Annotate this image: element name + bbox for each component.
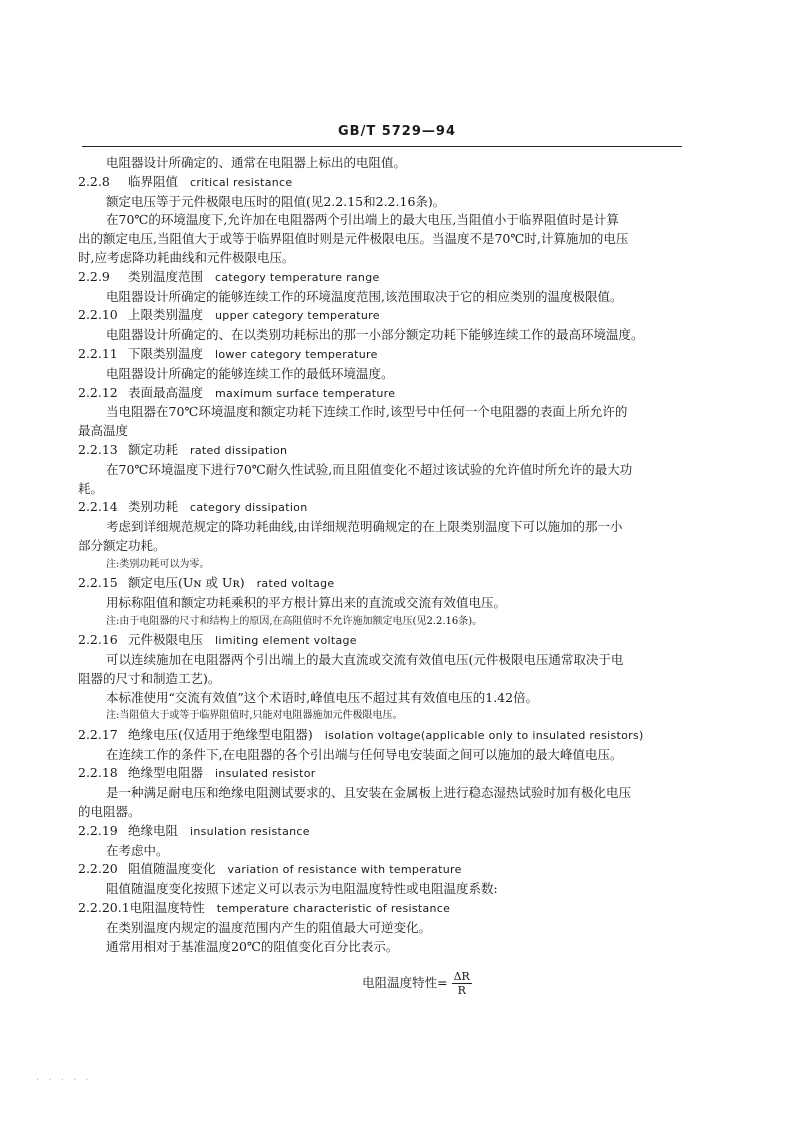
text-line: 阻器的尺寸和制造工艺)。 <box>78 670 221 686</box>
text-line: 额定电压等于元件极限电压时的阻值(见2.2.15和2.2.16条)。 <box>106 193 446 209</box>
term-chinese: 上限类别温度 <box>128 307 204 323</box>
term-chinese: 临界阻值 <box>128 173 179 189</box>
term-english: upper category temperature <box>215 309 380 323</box>
text-line: 电阻器设计所确定的能够连续工作的最低环境温度。 <box>106 365 394 381</box>
text-line: 最高温度 <box>78 423 129 439</box>
clause-number: 2.2.20.1 <box>78 899 130 915</box>
term-heading <box>78 441 698 461</box>
term-chinese: 额定功耗 <box>128 441 179 457</box>
clause-number: 2.2.14 <box>78 499 118 515</box>
term-english: rated dissipation <box>190 443 288 457</box>
term-heading <box>78 764 698 784</box>
page-header: GB/T 5729—94 <box>338 124 456 139</box>
term-chinese: 电阻温度特性 <box>129 899 205 915</box>
text-line: 电阻器设计所确定的能够连续工作的环境温度范围,该范围取决于它的相应类别的温度极限值。 <box>106 288 623 304</box>
formula <box>0 970 794 997</box>
text-line: 当电阻器在70℃环境温度和额定功耗下连续工作时,该型号中任何一个电阻器的表面上所允许的 <box>106 404 628 420</box>
term-heading <box>78 899 698 919</box>
term-heading <box>78 574 698 594</box>
term-heading <box>78 173 698 193</box>
text-line: 通常用相对于基准温度20℃的阻值变化百分比表示。 <box>106 938 399 954</box>
text-line: 在连续工作的条件下,在电阻器的各个引出端与任何导电安装面之间可以施加的最大峰值电压。 <box>106 746 623 762</box>
text-line: 电阻器设计所确定的、通常在电阻器上标出的电阻值。 <box>106 155 407 170</box>
term-heading <box>78 268 698 288</box>
note-line: 注:类别功耗可以为零。 <box>106 558 210 570</box>
scan-artifact: · · · · · <box>36 1075 92 1086</box>
term-heading <box>78 345 698 365</box>
text-line: 在70℃的环境温度下,允许加在电阻器两个引出端上的最大电压,当阻值小于临界阻值时是计算 <box>106 212 619 228</box>
term-english: rated voltage <box>256 577 335 591</box>
text-line: 电阻器设计所确定的、在以类别功耗标出的那一小部分额定功耗下能够连续工作的最高环境温度。 <box>106 327 644 343</box>
term-english: category temperature range <box>215 270 380 284</box>
term-chinese: 类别温度范围 <box>128 268 204 284</box>
text-line: 出的额定电压,当阻值大于或等于临界阻值时则是元件极限电压。当温度不是70℃时,计算施加的电压 <box>78 231 629 247</box>
document-body <box>78 154 698 956</box>
term-english: variation of resistance with temperature <box>227 863 462 877</box>
term-heading <box>78 384 698 404</box>
note-line: 注:由于电阻器的尺寸和结构上的原因,在高阻值时不允许施加额定电压(见2.2.16条)。 <box>106 615 483 627</box>
clause-number: 2.2.12 <box>78 384 118 400</box>
term-heading <box>78 306 698 326</box>
clause-number: 2.2.16 <box>78 632 118 648</box>
term-chinese: 绝缘电压(仅适用于绝缘型电阻器) <box>128 726 313 742</box>
term-english: insulation resistance <box>190 824 310 838</box>
term-heading <box>78 822 698 842</box>
clause-number: 2.2.10 <box>78 307 118 323</box>
term-chinese: 类别功耗 <box>128 499 179 515</box>
term-heading <box>78 631 698 651</box>
term-chinese: 绝缘型电阻器 <box>128 765 204 781</box>
text-line: 用标称阻值和额定功耗乘积的平方根计算出来的直流或交流有效值电压。 <box>106 594 507 610</box>
text-line: 在类别温度内规定的温度范围内产生的阻值最大可逆变化。 <box>106 919 432 935</box>
clause-number: 2.2.15 <box>78 575 118 591</box>
term-chinese: 下限类别温度 <box>128 345 204 361</box>
formula-denominator: R <box>457 984 466 997</box>
term-heading <box>78 860 698 880</box>
formula-lhs: 电阻温度特性= <box>362 975 448 990</box>
term-english: lower category temperature <box>215 347 378 361</box>
text-line: 耗。 <box>78 480 104 496</box>
term-english: maximum surface temperature <box>215 386 396 400</box>
term-chinese: 阻值随温度变化 <box>128 861 216 877</box>
term-heading <box>78 498 698 518</box>
text-line: 考虑到详细规范规定的降功耗曲线,由详细规范明确规定的在上限类别温度下可以施加的那一小 <box>106 519 623 535</box>
term-chinese: 元件极限电压 <box>128 632 204 648</box>
clause-number: 2.2.17 <box>78 726 118 742</box>
text-line: 在70℃环境温度下进行70℃耐久性试验,而且阻值变化不超过该试验的允许值时所允许的最大功 <box>106 461 633 477</box>
text-line: 可以连续施加在电阻器两个引出端上的最大直流或交流有效值电压(元件极限电压通常取决于电 <box>106 651 624 667</box>
clause-number: 2.2.9 <box>78 268 110 284</box>
text-line: 是一种满足耐电压和绝缘电阻测试要求的、且安装在金属板上进行稳态湿热试验时加有极化电压 <box>106 785 632 801</box>
header-rule <box>82 146 682 147</box>
term-english: temperature characteristic of resistance <box>216 901 451 915</box>
term-chinese: 绝缘电阻 <box>128 822 179 838</box>
clause-number: 2.2.11 <box>78 345 118 361</box>
text-line: 阻值随温度变化按照下述定义可以表示为电阻温度特性或电阻温度系数: <box>106 881 498 897</box>
clause-number: 2.2.18 <box>78 765 118 781</box>
text-line: 时,应考虑降功耗曲线和元件极限电压。 <box>78 249 295 265</box>
text-line: 本标准使用“交流有效值”这个术语时,峰值电压不超过其有效值电压的1.42倍。 <box>106 689 539 705</box>
note-line: 注:当阻值大于或等于临界阻值时,只能对电阻器施加元件极限电压。 <box>106 710 403 722</box>
formula-fraction <box>452 970 472 997</box>
term-heading <box>78 726 698 746</box>
term-chinese: 表面最高温度 <box>128 384 204 400</box>
term-english: category dissipation <box>190 501 308 515</box>
formula-numerator: ΔR <box>453 970 470 983</box>
text-line: 的电阻器。 <box>78 803 141 819</box>
term-english: isolation voltage(applicable only to insulated resistors) <box>324 728 644 742</box>
clause-number: 2.2.19 <box>78 822 118 838</box>
term-english: insulated resistor <box>215 767 316 781</box>
clause-number: 2.2.8 <box>78 173 110 189</box>
clause-number: 2.2.20 <box>78 861 118 877</box>
clause-number: 2.2.13 <box>78 441 118 457</box>
term-chinese: 额定电压(Uɴ 或 Uʀ) <box>128 575 245 591</box>
text-line: 部分额定功耗。 <box>78 537 166 553</box>
text-line: 在考虑中。 <box>106 842 169 858</box>
term-english: critical resistance <box>190 175 293 189</box>
term-english: limiting element voltage <box>215 634 357 648</box>
